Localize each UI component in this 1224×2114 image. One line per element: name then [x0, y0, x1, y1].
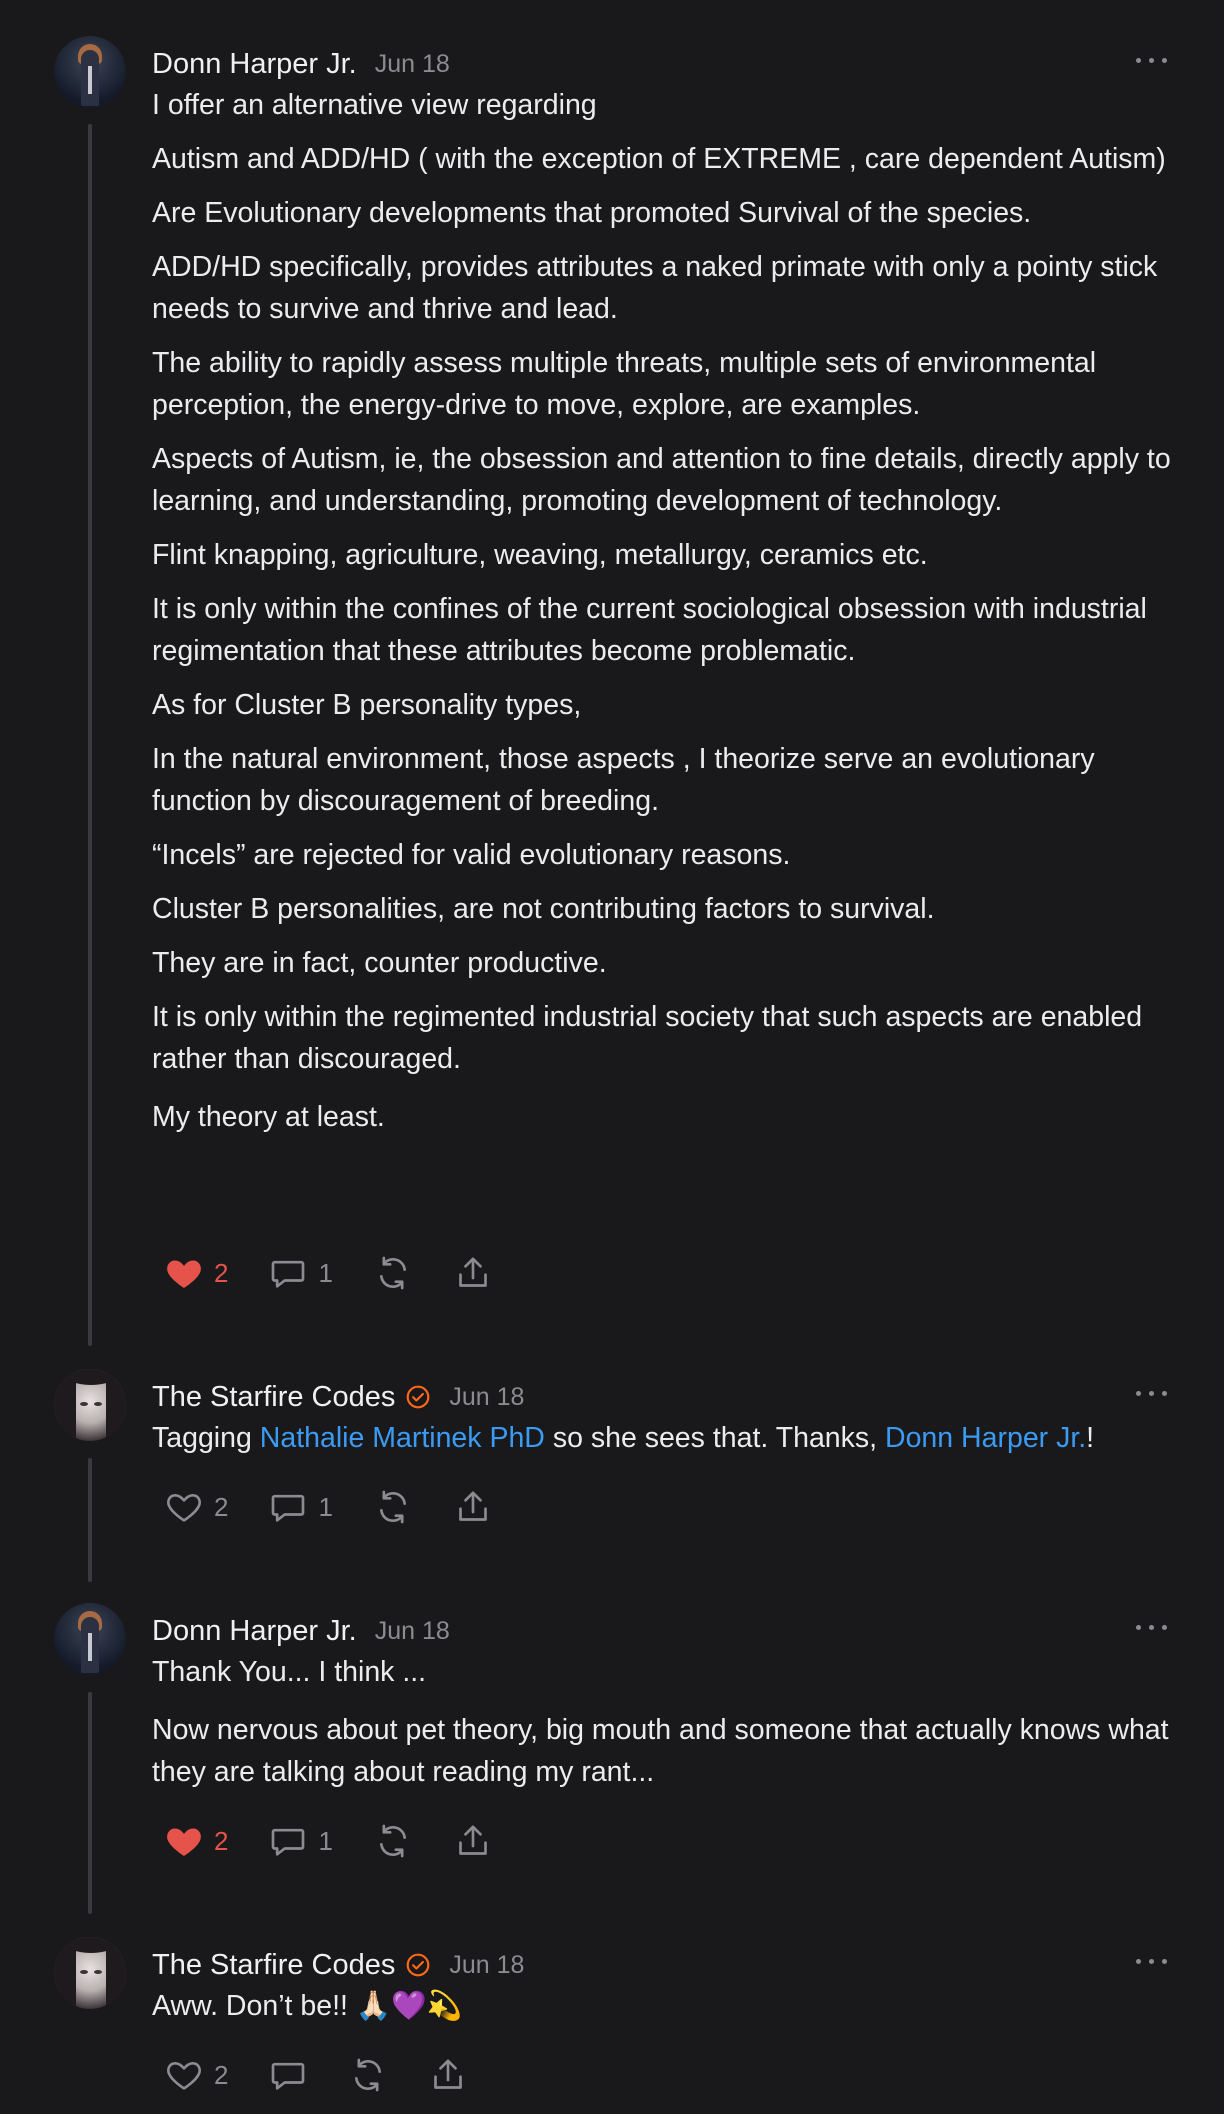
more-options-icon[interactable]	[1132, 1379, 1172, 1409]
comment-actions	[164, 1249, 533, 1297]
reply-count: 1	[318, 1491, 333, 1522]
comment-paragraph: Thank You... I think ...	[152, 1656, 427, 1688]
like-count: 2	[214, 1825, 229, 1856]
like-button[interactable]	[164, 2055, 228, 2095]
restack-icon	[373, 1821, 413, 1861]
avatar[interactable]	[54, 36, 126, 108]
verified-badge-icon	[405, 1952, 431, 1978]
like-button[interactable]	[164, 1821, 228, 1861]
verified-badge-icon	[405, 1384, 431, 1410]
author-name[interactable]: Donn Harper Jr.	[152, 47, 357, 80]
heart-filled-icon	[164, 1253, 204, 1293]
comment-paragraph	[152, 1417, 1192, 1459]
more-options-icon[interactable]	[1132, 1613, 1172, 1643]
share-button[interactable]	[453, 1821, 493, 1861]
comment-date[interactable]: Jun 18	[374, 49, 450, 78]
reply-button[interactable]	[268, 1821, 332, 1861]
mention-link[interactable]: Donn Harper Jr.	[885, 1422, 1087, 1454]
comment-body	[152, 84, 1192, 1150]
comment-paragraph: The ability to rapidly assess multiple threats, multiple sets of environmental perception, the energy-drive to move, explore, are examples.	[152, 347, 1097, 421]
comment-actions	[164, 1817, 533, 1865]
restack-button[interactable]	[348, 2055, 388, 2095]
like-count: 2	[214, 1491, 229, 1522]
comment-bubble-icon	[268, 2055, 308, 2095]
comment-actions	[164, 2051, 508, 2099]
reply-count: 1	[318, 1825, 333, 1856]
heart-outline-icon	[164, 2055, 204, 2095]
comment-paragraph: Are Evolutionary developments that promoted Survival of the species.	[152, 197, 1032, 229]
share-icon	[428, 2055, 468, 2095]
author-name[interactable]: The Starfire Codes	[152, 1380, 396, 1413]
share-icon	[453, 1821, 493, 1861]
thread-line	[88, 1458, 92, 1582]
comment-paragraph: Aspects of Autism, ie, the obsession and attention to fine details, directly apply to learning, and understanding, promoting development of technology.	[152, 443, 1171, 517]
restack-button[interactable]	[373, 1253, 413, 1293]
like-count: 2	[214, 1257, 229, 1288]
more-options-icon[interactable]	[1132, 1947, 1172, 1977]
author-name[interactable]: The Starfire Codes	[152, 1948, 396, 1981]
share-button[interactable]	[453, 1487, 493, 1527]
comment-body	[152, 1417, 1192, 1471]
comment-paragraph: It is only within the confines of the current sociological obsession with industrial regimentation that these attributes become problematic.	[152, 593, 1147, 667]
comment-text: so she sees that. Thanks,	[544, 1422, 885, 1454]
comment-paragraph: I offer an alternative view regarding	[152, 89, 597, 121]
comment-paragraph: They are in fact, counter productive.	[152, 947, 607, 979]
share-button[interactable]	[453, 1253, 493, 1293]
comment-text: Tagging	[152, 1422, 260, 1454]
comment-paragraph: “Incels” are rejected for valid evolutionary reasons.	[152, 839, 791, 871]
avatar[interactable]	[54, 1937, 126, 2009]
restack-button[interactable]	[373, 1821, 413, 1861]
author-name[interactable]: Donn Harper Jr.	[152, 1614, 357, 1647]
comment-actions	[164, 1483, 533, 1531]
comment-body	[152, 1651, 1192, 1805]
avatar[interactable]	[54, 1603, 126, 1675]
mention-link[interactable]: Nathalie Martinek PhD	[259, 1422, 545, 1454]
restack-icon	[373, 1253, 413, 1293]
comment-bubble-icon	[268, 1487, 308, 1527]
like-button[interactable]	[164, 1487, 228, 1527]
thread-line	[88, 124, 92, 1346]
comment-date[interactable]: Jun 18	[449, 1950, 525, 1979]
restack-icon	[348, 2055, 388, 2095]
share-icon	[453, 1253, 493, 1293]
comment-bubble-icon	[268, 1821, 308, 1861]
avatar[interactable]	[54, 1369, 126, 1441]
comment-text: !	[1086, 1422, 1095, 1454]
comment-paragraph: It is only within the regimented industrial society that such aspects are enabled rather than discouraged.	[152, 1001, 1143, 1075]
restack-icon	[373, 1487, 413, 1527]
comment-paragraph: Cluster B personalities, are not contributing factors to survival.	[152, 893, 935, 925]
comment-paragraph: In the natural environment, those aspects , I theorize serve an evolutionary function by discouragement of breeding.	[152, 743, 1095, 817]
comment-paragraph: My theory at least.	[152, 1101, 385, 1133]
comment-paragraph: ADD/HD specifically, provides attributes a naked primate with only a pointy stick needs to survive and thrive and lead.	[152, 251, 1158, 325]
comment-paragraph: Flint knapping, agriculture, weaving, metallurgy, ceramics etc.	[152, 539, 928, 571]
comment-paragraph: Now nervous about pet theory, big mouth and someone that actually knows what they are talking about reading my rant...	[152, 1714, 1169, 1788]
more-options-icon[interactable]	[1132, 46, 1172, 76]
comment-date[interactable]: Jun 18	[449, 1382, 525, 1411]
thread-line	[88, 1692, 92, 1914]
heart-outline-icon	[164, 1487, 204, 1527]
reply-count: 1	[318, 1257, 333, 1288]
comment-body	[152, 1985, 1192, 2039]
restack-button[interactable]	[373, 1487, 413, 1527]
comment-bubble-icon	[268, 1253, 308, 1293]
like-button[interactable]	[164, 1253, 228, 1293]
share-icon	[453, 1487, 493, 1527]
reply-button[interactable]	[268, 1253, 332, 1293]
reply-button[interactable]	[268, 2055, 308, 2095]
comment-paragraph: Autism and ADD/HD ( with the exception of EXTREME , care dependent Autism)	[152, 143, 1166, 175]
reply-button[interactable]	[268, 1487, 332, 1527]
like-count: 2	[214, 2059, 229, 2090]
comment-paragraph: As for Cluster B personality types,	[152, 689, 582, 721]
comment-date[interactable]: Jun 18	[374, 1616, 450, 1645]
heart-filled-icon	[164, 1821, 204, 1861]
share-button[interactable]	[428, 2055, 468, 2095]
comment-paragraph: Aww. Don’t be!! 🙏🏻💜💫	[152, 1990, 463, 2022]
